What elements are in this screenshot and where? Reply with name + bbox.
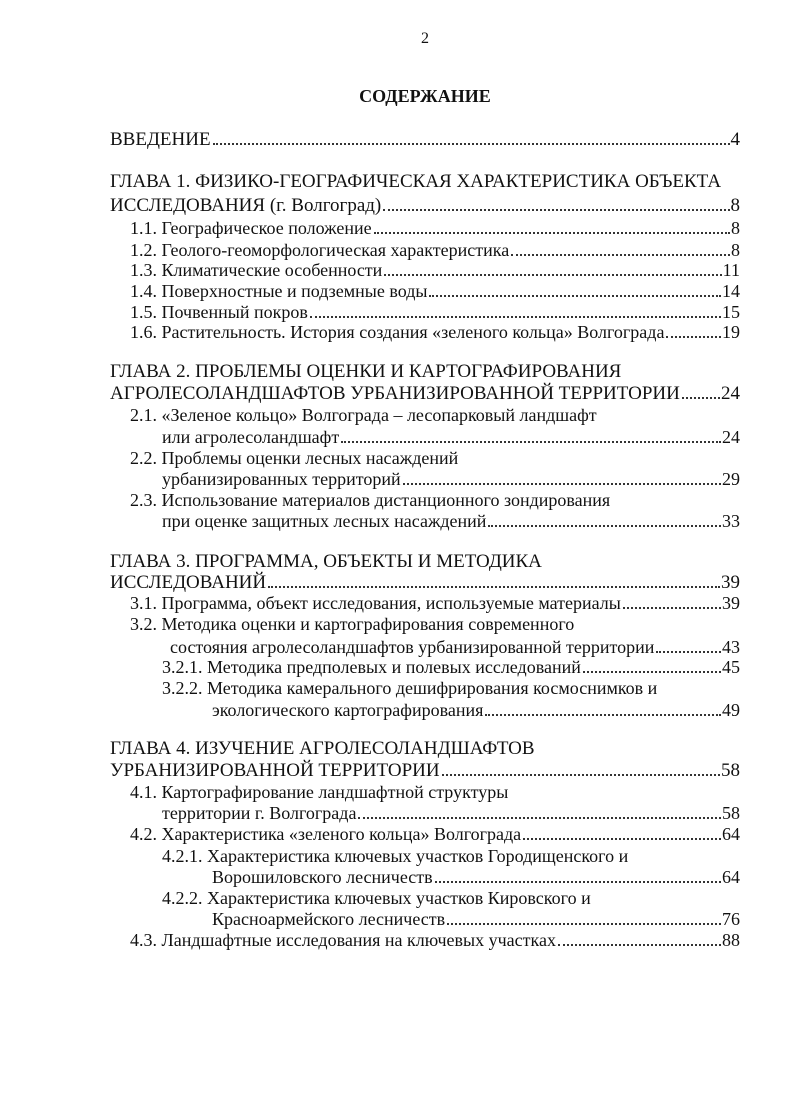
entry-text: АГРОЛЕСОЛАНДШАФТОВ УРБАНИЗИРОВАННОЙ ТЕРРИТОРИИ — [110, 383, 680, 404]
entry-text: 4.2. Характеристика «зеленого кольца» Волгограда — [130, 824, 522, 844]
page-ref: 64 — [722, 867, 740, 887]
dot-leader — [666, 336, 721, 338]
page-ref: 58 — [721, 760, 740, 781]
dot-leader — [435, 881, 721, 883]
entry-text: ИССЛЕДОВАНИЙ — [110, 572, 267, 593]
page-ref: 19 — [722, 322, 740, 342]
dot-leader — [583, 671, 721, 673]
entry-text: 1.2. Геолого-геоморфологическая характеристика — [130, 240, 510, 260]
page-ref: 43 — [722, 637, 740, 657]
toc-entry[interactable] — [162, 510, 740, 532]
entry-text: ИССЛЕДОВАНИЯ (г. Волгоград) — [110, 195, 382, 216]
dot-leader — [374, 232, 730, 234]
dot-leader — [682, 397, 720, 399]
toc-entry[interactable] — [130, 259, 740, 281]
page-ref: 15 — [722, 302, 740, 322]
dot-leader — [403, 483, 721, 485]
dot-leader — [485, 714, 721, 716]
toc-entry-intro[interactable] — [110, 129, 740, 151]
entry-text: 4.3. Ландшафтные исследования на ключевых участках — [130, 930, 556, 950]
dot-leader — [523, 838, 721, 840]
dot-leader — [511, 254, 730, 256]
chapter-4-heading: ГЛАВА 4. ИЗУЧЕНИЕ АГРОЛЕСОЛАНДШАФТОВ — [110, 738, 535, 759]
chapter-1-heading: ГЛАВА 1. ФИЗИКО-ГЕОГРАФИЧЕСКАЯ ХАРАКТЕРИСТИКА ОБЪЕКТА — [110, 171, 722, 192]
page-ref: 39 — [721, 572, 740, 593]
page-ref: 45 — [722, 657, 740, 677]
toc-entry[interactable] — [212, 908, 740, 930]
page-ref: 64 — [722, 824, 740, 844]
entry-text: экологического картографирования — [212, 700, 484, 720]
toc-entry-ch3[interactable] — [110, 572, 740, 594]
page-ref: 39 — [722, 593, 740, 613]
page-ref: 4 — [730, 129, 740, 150]
page-ref: 76 — [722, 909, 740, 929]
page-ref: 88 — [722, 930, 740, 950]
dot-leader — [488, 525, 721, 527]
dot-leader — [558, 944, 721, 946]
entry-text: УРБАНИЗИРОВАННОЙ ТЕРРИТОРИИ — [110, 760, 440, 781]
entry-text: или агролесоландшафт — [162, 427, 340, 447]
entry-text: 1.5. Почвенный покров — [130, 302, 308, 322]
toc-entry[interactable] — [170, 636, 740, 658]
chapter-2-heading: ГЛАВА 2. ПРОБЛЕМЫ ОЦЕНКИ И КАРТОГРАФИРОВАНИЯ — [110, 361, 622, 382]
chapter-3-heading: ГЛАВА 3. ПРОГРАММА, ОБЪЕКТЫ И МЕТОДИКА — [110, 551, 542, 572]
page-ref: 11 — [722, 260, 740, 280]
page-ref: 29 — [722, 469, 740, 489]
entry-text: 3.1. Программа, объект исследования, используемые материалы — [130, 593, 621, 613]
dot-leader — [384, 274, 721, 276]
entry-text: 4.2.1. Характеристика ключевых участков Городищенского и — [162, 846, 629, 866]
dot-leader — [310, 316, 721, 318]
toc-entry[interactable] — [212, 699, 740, 721]
toc-entry[interactable] — [162, 468, 740, 490]
toc-entry[interactable] — [130, 321, 740, 343]
entry-text: Красноармейского лесничеств — [212, 909, 446, 929]
entry-text: 4.2.2. Характеристика ключевых участков Кировского и — [162, 888, 591, 908]
dot-leader — [429, 295, 721, 297]
entry-text: состояния агролесоландшафтов урбанизированной территории — [170, 637, 655, 657]
page-ref: 14 — [722, 281, 740, 301]
toc-entry[interactable] — [130, 301, 740, 323]
dot-leader — [213, 143, 730, 145]
dot-leader — [383, 209, 729, 211]
page-ref: 8 — [731, 218, 740, 238]
dot-leader — [623, 607, 721, 609]
toc-entry[interactable] — [130, 217, 740, 239]
entry-text: 2.3. Использование материалов дистанционного зондирования — [130, 490, 611, 510]
entry-text: 2.2. Проблемы оценки лесных насаждений — [130, 448, 459, 468]
dot-leader — [358, 817, 721, 819]
toc-entry[interactable] — [162, 802, 740, 824]
page-ref: 49 — [722, 700, 740, 720]
entry-text: Ворошиловского лесничеств — [212, 867, 433, 887]
entry-text: 4.1. Картографирование ландшафтной структуры — [130, 782, 509, 802]
toc-entry[interactable] — [130, 280, 740, 302]
page-number: 2 — [421, 30, 429, 47]
page-ref: 8 — [731, 240, 740, 260]
entry-text: при оценке защитных лесных насаждений — [162, 511, 487, 531]
toc-entry[interactable] — [130, 592, 740, 614]
toc-entry[interactable] — [162, 426, 740, 448]
toc-entry-ch4[interactable] — [110, 760, 740, 782]
toc-entry-ch1[interactable] — [110, 195, 740, 217]
entry-text: 1.3. Климатические особенности — [130, 260, 383, 280]
dot-leader — [656, 651, 721, 653]
dot-leader — [268, 586, 720, 588]
toc-entry[interactable] — [130, 823, 740, 845]
toc-title: СОДЕРЖАНИЕ — [359, 86, 491, 106]
dot-leader — [341, 441, 721, 443]
entry-text: 2.1. «Зеленое кольцо» Волгограда – лесопарковый ландшафт — [130, 405, 597, 425]
dot-leader — [442, 774, 720, 776]
toc-entry[interactable] — [162, 656, 740, 678]
entry-text: 3.2.2. Методика камерального дешифрирования космоснимков и — [162, 678, 658, 698]
toc-entry[interactable] — [212, 866, 740, 888]
entry-text: 3.2. Методика оценки и картографирования современного — [130, 614, 575, 634]
entry-text: урбанизированных территорий — [162, 469, 401, 489]
page-ref: 24 — [722, 427, 740, 447]
entry-text: 1.1. Географическое положение — [130, 218, 372, 238]
entry-text: 1.6. Растительность. История создания «зеленого кольца» Волгограда — [130, 322, 665, 342]
entry-text: ВВЕДЕНИЕ — [110, 129, 211, 150]
dot-leader — [447, 923, 721, 925]
entry-text: 3.2.1. Методика предполевых и полевых исследований — [162, 657, 581, 677]
entry-text: 1.4. Поверхностные и подземные воды — [130, 281, 428, 301]
page-ref: 33 — [722, 511, 740, 531]
toc-entry[interactable] — [130, 239, 740, 261]
page-ref: 58 — [722, 803, 740, 823]
page-ref: 24 — [721, 383, 740, 404]
toc-entry[interactable] — [130, 929, 740, 951]
page-ref: 8 — [730, 195, 740, 216]
entry-text: территории г. Волгограда — [162, 803, 357, 823]
toc-entry-ch2[interactable] — [110, 383, 740, 405]
